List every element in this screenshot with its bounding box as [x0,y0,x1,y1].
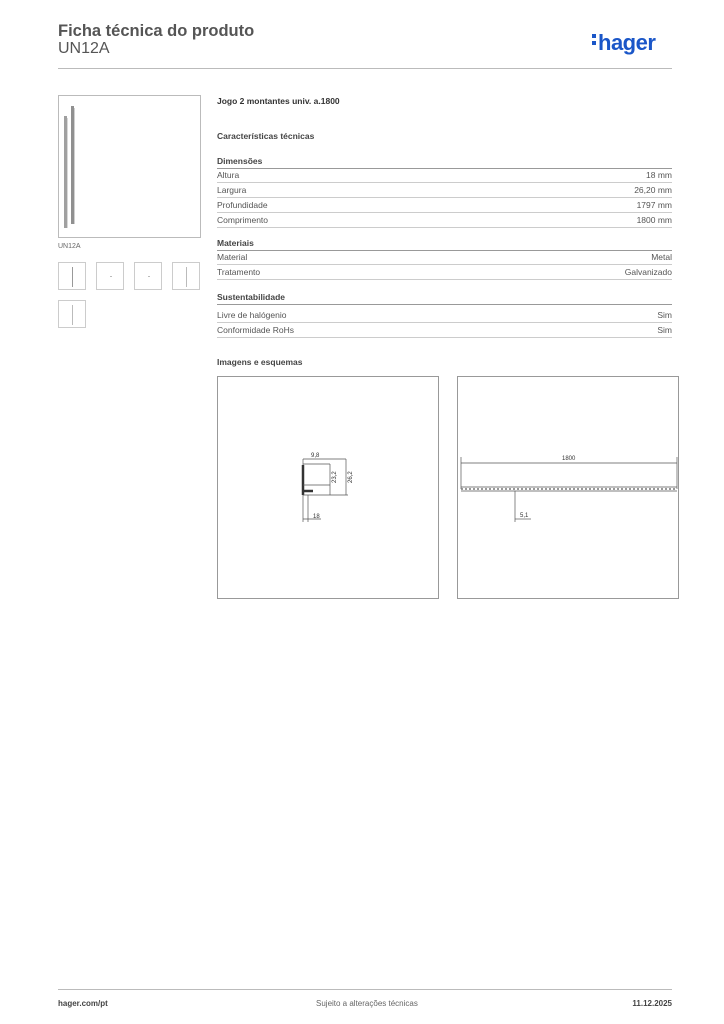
spec-row [217,213,672,228]
spec-label: Conformidade RoHs [217,325,295,335]
product-code: UN12A [58,40,110,57]
spec-row [217,308,672,323]
spec-label: Comprimento [217,215,269,225]
group-dimensions-title: Dimensões [217,156,672,169]
product-name: Jogo 2 montantes univ. a.1800 [217,96,340,106]
thumbnail-2-image [97,263,125,291]
spec-value: Sim [657,325,672,335]
spec-value: Sim [657,310,672,320]
thumbnail-4[interactable] [172,262,200,290]
product-rails-image [59,96,202,239]
thumbnail-5-image [59,301,87,329]
dim-length-label: 1800 [562,456,576,462]
main-image-caption: UN12A [58,243,81,250]
footer-divider [58,989,672,990]
specs-heading: Características técnicas [217,131,315,141]
spec-value: 1797 mm [636,200,672,210]
group-materials-title: Materiais [217,238,672,251]
spec-label: Tratamento [217,267,261,277]
length-drawing[interactable] [457,376,679,599]
dim-top-label: 9,8 [311,453,320,459]
spec-value: Metal [651,252,672,262]
spec-row [217,183,672,198]
cross-section-diagram [218,377,440,600]
thumbnail-4-image [173,263,201,291]
thumbnail-1-image [59,263,87,291]
spec-value: 18 mm [646,170,672,180]
hager-logo[interactable] [592,30,655,56]
spec-label: Largura [217,185,247,195]
group-sustainability-title: Sustentabilidade [217,292,672,305]
spec-label: Material [217,252,248,262]
thumbnail-3-image [135,263,163,291]
spec-row [217,323,672,338]
document-title: Ficha técnica do produto [58,22,255,40]
length-diagram [458,377,680,600]
spec-label: Profundidade [217,200,268,210]
dim-small-label: 5,1 [520,513,529,519]
thumbnail-2[interactable] [96,262,124,290]
spec-row [217,198,672,213]
dim-outer-label: 26,2 [348,471,354,483]
footer-date: 11.12.2025 [632,999,672,1008]
logo-text: hager [598,30,656,55]
product-main-image[interactable] [58,95,201,238]
thumbnail-3[interactable] [134,262,162,290]
footer-notice: Sujeito a alterações técnicas [316,999,418,1008]
footer-website-link[interactable]: hager.com/pt [58,999,108,1008]
spec-label: Livre de halógenio [217,310,287,320]
spec-value: Galvanizado [624,267,672,277]
dim-inner-label: 23,2 [332,471,338,483]
dim-bottom-label: 18 [313,514,320,520]
images-heading: Imagens e esquemas [217,357,303,367]
spec-row [217,265,672,280]
spec-value: 1800 mm [636,215,672,225]
spec-label: Altura [217,170,240,180]
spec-value: 26,20 mm [634,185,672,195]
thumbnail-1[interactable] [58,262,86,290]
spec-row [217,168,672,183]
thumbnail-5[interactable] [58,300,86,328]
logo-dots-icon [592,34,596,48]
header-divider [58,68,672,69]
spec-row [217,250,672,265]
cross-section-drawing[interactable] [217,376,439,599]
